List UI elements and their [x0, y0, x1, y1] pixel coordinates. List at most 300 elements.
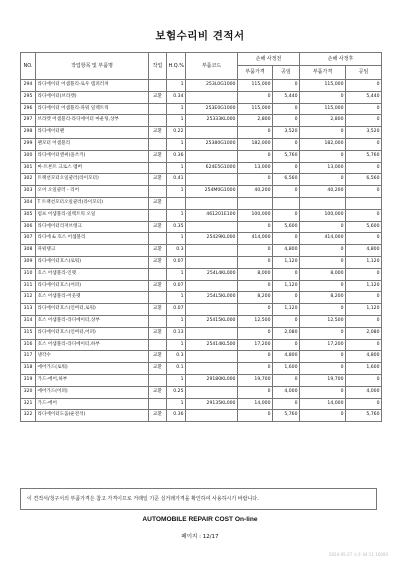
- cell-code: [186, 280, 238, 292]
- cell-after-labor: 1,600: [346, 363, 382, 375]
- cell-after-part-price: 414,000: [300, 233, 346, 245]
- cell-code: 25333KL000: [186, 115, 238, 127]
- cell-hq: 1: [167, 398, 186, 410]
- cell-no: 298: [21, 127, 36, 139]
- table-row: [21, 221, 382, 233]
- cell-work: [149, 374, 167, 386]
- cell-after-labor: 0: [346, 315, 382, 327]
- cell-work: 교환: [149, 327, 167, 339]
- cell-before-part-price: 0: [238, 91, 273, 103]
- cell-hq: 1: [167, 374, 186, 386]
- cell-before-labor: 0: [273, 233, 300, 245]
- table-row: [21, 304, 382, 316]
- cell-hq: 0.07: [167, 280, 186, 292]
- cell-before-part-price: 8,200: [238, 292, 273, 304]
- cell-hq: 0.35: [167, 221, 186, 233]
- cell-work: 교환: [149, 351, 167, 363]
- cell-before-labor: 0: [273, 186, 300, 198]
- cell-code: 461201E100: [186, 209, 238, 221]
- table-row: [21, 162, 382, 174]
- cell-after-part-price: 0: [300, 150, 346, 162]
- cell-hq: 1: [167, 209, 186, 221]
- cell-item: 라디에이터호스(인버터,어퍼): [36, 327, 149, 339]
- cell-before-part-price: 14,000: [238, 398, 273, 410]
- cell-before-part-price: 8,000: [238, 268, 273, 280]
- cell-before-labor: 0: [273, 162, 300, 174]
- cell-hq: 1: [167, 162, 186, 174]
- cell-after-part-price: 0: [300, 174, 346, 186]
- footer-title: AUTOMOBILE REPAIR COST On-line: [142, 516, 258, 523]
- cell-before-labor: 0: [273, 398, 300, 410]
- cell-work: [149, 268, 167, 280]
- cell-before-labor: 0: [273, 292, 300, 304]
- cell-item: 라디에이터도움(운전석): [36, 410, 149, 422]
- cell-before-labor: 5,440: [273, 91, 300, 103]
- cell-work: 교환: [149, 150, 167, 162]
- cell-after-part-price: 0: [300, 304, 346, 316]
- cell-before-part-price: 0: [238, 386, 273, 398]
- cell-code: [186, 127, 238, 139]
- cell-code: [186, 351, 238, 363]
- cell-code: [186, 327, 238, 339]
- cell-after-part-price: 182,000: [300, 138, 346, 150]
- cell-work: [149, 292, 167, 304]
- cell-hq: 1: [167, 103, 186, 115]
- table-row: [21, 209, 382, 221]
- cell-before-part-price: 2,800: [238, 115, 273, 127]
- cell-before-part-price: 0: [238, 150, 273, 162]
- cell-no: 318: [21, 363, 36, 375]
- cell-work: 교환: [149, 245, 167, 257]
- cell-work: [149, 103, 167, 115]
- cell-hq: 0.36: [167, 150, 186, 162]
- cell-work: [149, 315, 167, 327]
- cell-after-labor: [346, 197, 382, 209]
- table-row: [21, 256, 382, 268]
- cell-before-labor: 1,600: [273, 363, 300, 375]
- cell-hq: 1: [167, 315, 186, 327]
- table-row: [21, 339, 382, 351]
- cell-after-labor: 1,120: [346, 280, 382, 292]
- table-row: [21, 91, 382, 103]
- cell-after-part-price: 0: [300, 410, 346, 422]
- cell-code: [186, 91, 238, 103]
- cell-no: 313: [21, 304, 36, 316]
- cell-after-part-price: 0: [300, 386, 346, 398]
- cell-item: 라디에이터 어셈블리-로우 템퍼러쳐: [36, 80, 149, 92]
- cell-after-part-price: 0: [300, 327, 346, 339]
- cell-no: 322: [21, 410, 36, 422]
- cell-after-part-price: 14,000: [300, 398, 346, 410]
- cell-no: 296: [21, 103, 36, 115]
- table-row: [21, 80, 382, 92]
- table-row: [21, 410, 382, 422]
- cell-before-labor: 0: [273, 315, 300, 327]
- cell-code: 29180KL000: [186, 374, 238, 386]
- cell-work: 교환: [149, 386, 167, 398]
- cell-before-part-price: 0: [238, 245, 273, 257]
- cell-after-labor: 0: [346, 209, 382, 221]
- cell-item: 마-트론트 크로스 멤버: [36, 162, 149, 174]
- cell-no: 297: [21, 115, 36, 127]
- cell-no: 302: [21, 174, 36, 186]
- cell-no: 294: [21, 80, 36, 92]
- cell-code: [186, 221, 238, 233]
- cell-before-part-price: [238, 197, 273, 209]
- cell-no: 305: [21, 209, 36, 221]
- cell-after-labor: 0: [346, 233, 382, 245]
- cell-item: 에어가드(로워): [36, 363, 149, 375]
- cell-before-part-price: 19,700: [238, 374, 273, 386]
- cell-code: [186, 197, 238, 209]
- cell-no: 309: [21, 256, 36, 268]
- cell-before-part-price: 0: [238, 174, 273, 186]
- cell-hq: 1: [167, 339, 186, 351]
- table-row: [21, 363, 382, 375]
- cell-item: 가드-에어: [36, 398, 149, 410]
- cell-item: 브라켓 어셈블리-라디에이터 마운팅,상부: [36, 115, 149, 127]
- cell-after-labor: 0: [346, 80, 382, 92]
- cell-hq: 1: [167, 292, 186, 304]
- table-row: [21, 174, 382, 186]
- cell-before-labor: 0: [273, 138, 300, 150]
- table-row: [21, 138, 382, 150]
- cell-work: 교환: [149, 127, 167, 139]
- cell-before-part-price: 414,000: [238, 233, 273, 245]
- cell-work: 교환: [149, 304, 167, 316]
- cell-after-labor: 5,760: [346, 150, 382, 162]
- cell-hq: 1: [167, 138, 186, 150]
- cell-after-labor: 5,440: [346, 91, 382, 103]
- cell-no: 316: [21, 339, 36, 351]
- cell-after-labor: 4,000: [346, 386, 382, 398]
- cell-before-part-price: 0: [238, 351, 273, 363]
- cell-after-part-price: 2,800: [300, 115, 346, 127]
- cell-after-labor: 2,080: [346, 327, 382, 339]
- table-row: [21, 245, 382, 257]
- cell-after-labor: 0: [346, 138, 382, 150]
- document-title: 보험수리비 견적서: [155, 30, 245, 42]
- cell-after-labor: 0: [346, 115, 382, 127]
- cell-no: 304: [21, 197, 36, 209]
- cell-before-part-price: 0: [238, 280, 273, 292]
- table-row: [21, 197, 382, 209]
- cell-after-labor: 4,800: [346, 351, 382, 363]
- cell-after-labor: 0: [346, 398, 382, 410]
- estimate-rows: [21, 80, 382, 422]
- cell-before-part-price: 13,000: [238, 162, 273, 174]
- header-work: 작업: [149, 53, 167, 80]
- cell-before-part-price: 17,200: [238, 339, 273, 351]
- table-row: [21, 233, 382, 245]
- cell-after-labor: 0: [346, 268, 382, 280]
- header-after-part-price: 부품가격: [300, 66, 346, 80]
- cell-code: 624E5G1000: [186, 162, 238, 174]
- cell-after-part-price: 100,000: [300, 209, 346, 221]
- cell-work: [149, 115, 167, 127]
- cell-after-part-price: 0: [300, 221, 346, 233]
- cell-work: 교환: [149, 256, 167, 268]
- cell-hq: 0.3: [167, 245, 186, 257]
- cell-item: 냉각수: [36, 351, 149, 363]
- cell-after-labor: 0: [346, 162, 382, 174]
- cell-after-part-price: [300, 197, 346, 209]
- cell-no: 301: [21, 162, 36, 174]
- cell-hq: 1: [167, 80, 186, 92]
- cell-after-labor: 5,600: [346, 221, 382, 233]
- cell-before-labor: 2,080: [273, 327, 300, 339]
- cell-after-labor: 5,760: [346, 410, 382, 422]
- cell-after-labor: 6,560: [346, 174, 382, 186]
- cell-before-part-price: 115,000: [238, 103, 273, 115]
- cell-hq: 0.36: [167, 410, 186, 422]
- table-row: [21, 103, 382, 115]
- cell-hq: 1: [167, 115, 186, 127]
- cell-before-labor: 0: [273, 209, 300, 221]
- cell-item: 팬모터 어셈블리: [36, 138, 149, 150]
- cell-before-part-price: 0: [238, 256, 273, 268]
- cell-no: 310: [21, 268, 36, 280]
- cell-before-part-price: 115,000: [238, 80, 273, 92]
- cell-before-labor: 4,800: [273, 351, 300, 363]
- cell-before-part-price: 0: [238, 221, 273, 233]
- cell-work: [149, 209, 167, 221]
- cell-work: 교환: [149, 91, 167, 103]
- estimate-table: [20, 52, 382, 422]
- cell-item: 오이 오일쿨러 - 리어: [36, 186, 149, 198]
- cell-before-labor: 5,760: [273, 150, 300, 162]
- cell-hq: 0.3: [167, 351, 186, 363]
- cell-code: 25414KL500: [186, 339, 238, 351]
- cell-no: 306: [21, 221, 36, 233]
- cell-item: 라디에이터호스(어퍼): [36, 280, 149, 292]
- cell-no: 307: [21, 233, 36, 245]
- cell-after-labor: 0: [346, 103, 382, 115]
- cell-hq: 0.22: [167, 127, 186, 139]
- table-row: [21, 150, 382, 162]
- table-row: [21, 268, 382, 280]
- cell-item: 펌프 어셈블리-일렉트릭 오일: [36, 209, 149, 221]
- cell-work: 교환: [149, 363, 167, 375]
- cell-work: 교환: [149, 280, 167, 292]
- cell-after-part-price: 0: [300, 280, 346, 292]
- cell-item: T 트랙션모터오일쿨러(라이모터): [36, 197, 149, 209]
- table-row: [21, 374, 382, 386]
- cell-item: 라디에이터호스(로워): [36, 256, 149, 268]
- header-after-labor: 공임: [346, 66, 382, 80]
- cell-after-part-price: 12,500: [300, 315, 346, 327]
- cell-before-labor: 0: [273, 80, 300, 92]
- cell-item: 라디에이터(브라켓): [36, 91, 149, 103]
- cell-before-part-price: 0: [238, 304, 273, 316]
- cell-no: 299: [21, 138, 36, 150]
- cell-code: 254L5KL000: [186, 292, 238, 304]
- cell-after-labor: 3,520: [346, 127, 382, 139]
- cell-after-labor: 1,120: [346, 304, 382, 316]
- cell-after-part-price: 0: [300, 256, 346, 268]
- cell-code: [186, 150, 238, 162]
- cell-before-labor: 0: [273, 103, 300, 115]
- header-code: 부품코드: [186, 53, 238, 80]
- price-notice: 이 견적서/청구서의 부품가격은 참고 가격이므로 거래일 기준 실거래가격을 확인하여 사용하시기 바랍니다.: [20, 488, 377, 510]
- cell-after-part-price: 115,000: [300, 103, 346, 115]
- print-stamp: 2024-05-27 오후 04:11 10000: [328, 552, 388, 557]
- cell-after-labor: 0: [346, 186, 382, 198]
- cell-before-part-price: 0: [238, 327, 273, 339]
- cell-item: 에어가드(어퍼): [36, 386, 149, 398]
- cell-work: 교환: [149, 410, 167, 422]
- cell-before-labor: 6,560: [273, 174, 300, 186]
- cell-code: 253L0G1000: [186, 80, 238, 92]
- cell-item: 라디에이터리저브탱크: [36, 221, 149, 233]
- cell-before-labor: 0: [273, 339, 300, 351]
- cell-after-part-price: 40,200: [300, 186, 346, 198]
- cell-before-part-price: 0: [238, 410, 273, 422]
- cell-item: 라디에 & 호스 어셈블리: [36, 233, 149, 245]
- cell-no: 319: [21, 374, 36, 386]
- cell-code: 25415KL000: [186, 315, 238, 327]
- cell-item: 라디에이터 어셈블리-파워 일렉트릭: [36, 103, 149, 115]
- cell-before-labor: 5,760: [273, 410, 300, 422]
- cell-item: 가드-에어,하부: [36, 374, 149, 386]
- cell-work: 교환: [149, 221, 167, 233]
- cell-before-labor: 4,000: [273, 386, 300, 398]
- cell-after-part-price: 13,000: [300, 162, 346, 174]
- cell-item: 트랙션모터오일쿨러(라이모터): [36, 174, 149, 186]
- cell-hq: 0.34: [167, 91, 186, 103]
- cell-item: 호스 어셈블리-라디에이터,상부: [36, 315, 149, 327]
- cell-work: [149, 162, 167, 174]
- cell-work: 교환: [149, 174, 167, 186]
- cell-code: 254M0G1000: [186, 186, 238, 198]
- cell-hq: 0.41: [167, 174, 186, 186]
- cell-work: [149, 80, 167, 92]
- cell-hq: 1: [167, 268, 186, 280]
- header-item: 작업항목 및 부품명: [36, 53, 149, 80]
- cell-hq: 0.07: [167, 304, 186, 316]
- table-row: [21, 386, 382, 398]
- cell-work: [149, 339, 167, 351]
- cell-after-part-price: 115,000: [300, 80, 346, 92]
- cell-item: 라디에이터팬: [36, 127, 149, 139]
- cell-before-part-price: 0: [238, 363, 273, 375]
- cell-item: 파워탱크: [36, 245, 149, 257]
- cell-hq: 0.07: [167, 256, 186, 268]
- header-after-group: 손해 사정후: [300, 53, 382, 66]
- table-row: [21, 351, 382, 363]
- cell-code: [186, 304, 238, 316]
- table-row: [21, 280, 382, 292]
- cell-item: 호스 어셈블리-라디에이터,하부: [36, 339, 149, 351]
- table-row: [21, 115, 382, 127]
- cell-before-labor: 1,120: [273, 256, 300, 268]
- cell-no: 320: [21, 386, 36, 398]
- cell-code: 29135KL000: [186, 398, 238, 410]
- cell-before-labor: 1,120: [273, 280, 300, 292]
- cell-code: [186, 410, 238, 422]
- table-row: [21, 327, 382, 339]
- cell-no: 312: [21, 292, 36, 304]
- table-row: [21, 398, 382, 410]
- cell-no: 295: [21, 91, 36, 103]
- cell-work: [149, 186, 167, 198]
- cell-no: 317: [21, 351, 36, 363]
- cell-no: 303: [21, 186, 36, 198]
- cell-after-labor: 0: [346, 339, 382, 351]
- cell-code: [186, 386, 238, 398]
- cell-before-labor: 1,120: [273, 304, 300, 316]
- cell-hq: [167, 197, 186, 209]
- header-hq: H.Q.%: [167, 53, 186, 80]
- cell-hq: 0.13: [167, 327, 186, 339]
- cell-code: 254L4KL000: [186, 268, 238, 280]
- cell-code: 25380G1000: [186, 138, 238, 150]
- cell-before-labor: [273, 197, 300, 209]
- cell-code: [186, 256, 238, 268]
- table-row: [21, 292, 382, 304]
- cell-before-part-price: 40,200: [238, 186, 273, 198]
- cell-before-part-price: 0: [238, 127, 273, 139]
- cell-before-part-price: 182,000: [238, 138, 273, 150]
- cell-code: [186, 245, 238, 257]
- cell-no: 300: [21, 150, 36, 162]
- cell-code: [186, 174, 238, 186]
- cell-after-labor: 0: [346, 292, 382, 304]
- cell-after-labor: 0: [346, 374, 382, 386]
- header-before-group: 손해 사정전: [238, 53, 300, 66]
- cell-item: 라디에이터호스(인버터,로워): [36, 304, 149, 316]
- cell-work: [149, 138, 167, 150]
- cell-no: 315: [21, 327, 36, 339]
- cell-code: 253E0G1000: [186, 103, 238, 115]
- cell-after-labor: 4,800: [346, 245, 382, 257]
- cell-after-part-price: 8,200: [300, 292, 346, 304]
- cell-before-part-price: 100,000: [238, 209, 273, 221]
- cell-work: [149, 398, 167, 410]
- cell-before-labor: 0: [273, 268, 300, 280]
- cell-item: 호스 어셈블리-어웃렛: [36, 292, 149, 304]
- cell-after-part-price: 0: [300, 91, 346, 103]
- cell-item: 라디에이터앤써(올쓰키): [36, 150, 149, 162]
- header-before-part-price: 부품가격: [238, 66, 273, 80]
- cell-after-part-price: 19,700: [300, 374, 346, 386]
- cell-before-labor: 0: [273, 374, 300, 386]
- cell-work: [149, 233, 167, 245]
- cell-no: 321: [21, 398, 36, 410]
- cell-hq: 1: [167, 233, 186, 245]
- cell-after-labor: 1,120: [346, 256, 382, 268]
- cell-hq: 1: [167, 186, 186, 198]
- cell-no: 311: [21, 280, 36, 292]
- cell-before-labor: 5,600: [273, 221, 300, 233]
- cell-after-part-price: 0: [300, 127, 346, 139]
- cell-no: 308: [21, 245, 36, 257]
- cell-code: 25429KL000: [186, 233, 238, 245]
- cell-no: 314: [21, 315, 36, 327]
- cell-hq: 0.25: [167, 386, 186, 398]
- cell-after-part-price: 0: [300, 245, 346, 257]
- cell-work: 교환: [149, 197, 167, 209]
- table-row: [21, 127, 382, 139]
- cell-code: [186, 363, 238, 375]
- cell-after-part-price: 17,200: [300, 339, 346, 351]
- cell-before-part-price: 12,500: [238, 315, 273, 327]
- cell-after-part-price: 8,000: [300, 268, 346, 280]
- cell-after-part-price: 0: [300, 363, 346, 375]
- cell-before-labor: 3,520: [273, 127, 300, 139]
- cell-after-part-price: 0: [300, 351, 346, 363]
- table-row: [21, 315, 382, 327]
